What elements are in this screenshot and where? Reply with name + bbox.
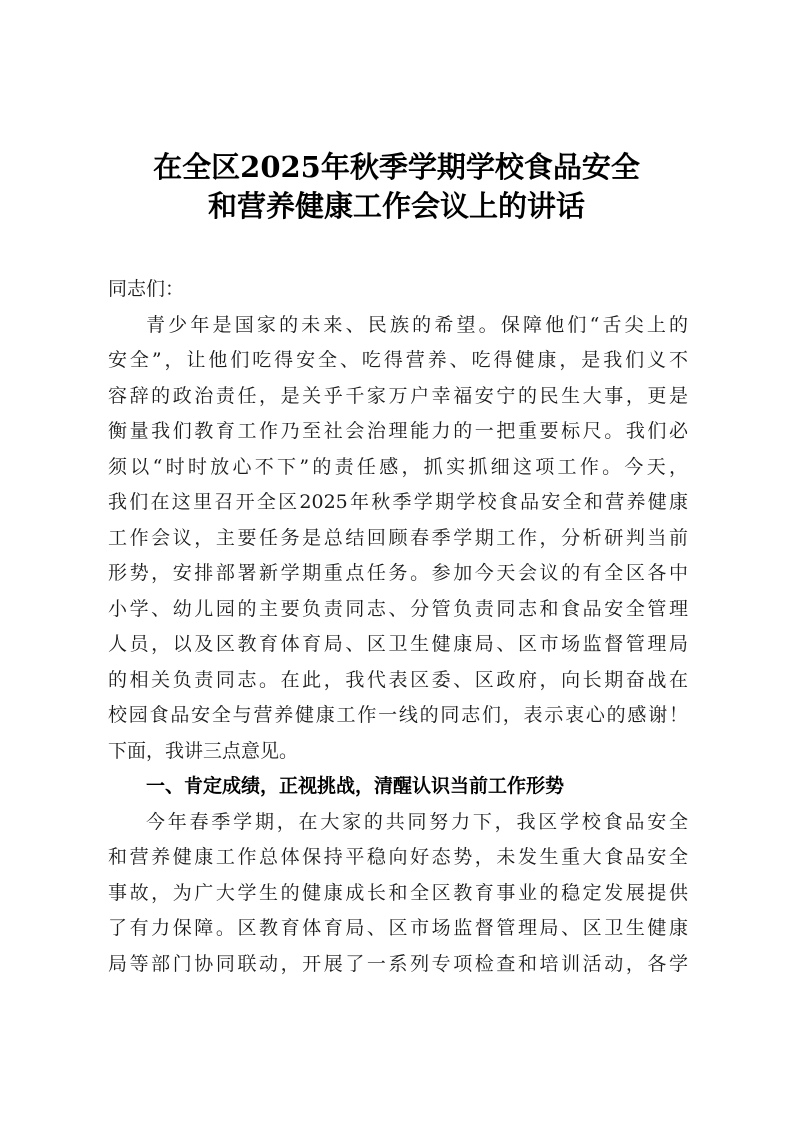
paragraph-line: 和营养健康工作总体保持平稳向好态势，未发生重大食品安全	[108, 846, 688, 868]
paragraph-line: 局等部门协同联动，开展了一系列专项检查和培训活动，各学	[108, 952, 688, 975]
document-title	[100, 148, 693, 226]
paragraph-line: 校园食品安全与营养健康工作一线的同志们，表示衷心的感谢！	[108, 704, 688, 726]
paragraph-line: 形势，安排部署新学期重点任务。参加今天会议的有全区各中	[108, 562, 688, 584]
paragraph-line: 事故，为广大学生的健康成长和全区教育事业的稳定发展提供	[108, 881, 688, 904]
paragraph-line: 安全”，让他们吃得安全、吃得营养、吃得健康，是我们义不	[108, 349, 688, 371]
paragraph-line: 我们在这里召开全区2025年秋季学期学校食品安全和营养健康	[108, 491, 688, 513]
title-line-1: 在全区2025年秋季学期学校食品安全	[153, 150, 640, 184]
paragraph-section-1	[108, 805, 688, 983]
paragraph-intro	[108, 308, 688, 770]
section-heading-1: 一、肯定成绩，正视挑战，清醒认识当前工作形势	[146, 775, 565, 797]
salutation: 同志们：	[108, 278, 185, 300]
title-line-2: 和营养健康工作会议上的讲话	[207, 189, 585, 223]
paragraph-line: 须以“时时放心不下”的责任感，抓实抓细这项工作。今天，	[108, 455, 688, 478]
paragraph-line: 衡量我们教育工作乃至社会治理能力的一把重要标尺。我们必	[108, 420, 688, 442]
paragraph-line: 青少年是国家的未来、民族的希望。保障他们“舌尖上的	[146, 313, 688, 336]
paragraph-line: 的相关负责同志。在此，我代表区委、区政府，向长期奋战在	[108, 668, 688, 691]
paragraph-line: 今年春季学期，在大家的共同努力下，我区学校食品安全	[146, 810, 688, 833]
document-body	[108, 272, 688, 982]
paragraph-line: 下面，我讲三点意见。	[108, 739, 299, 762]
paragraph-line: 了有力保障。区教育体育局、区市场监督管理局、区卫生健康	[108, 917, 688, 939]
paragraph-line: 工作会议，主要任务是总结回顾春季学期工作，分析研判当前	[108, 526, 688, 549]
paragraph-line: 小学、幼儿园的主要负责同志、分管负责同志和食品安全管理	[108, 597, 688, 620]
paragraph-line: 容辞的政治责任，是关乎千家万户幸福安宁的民生大事，更是	[108, 384, 688, 407]
paragraph-line: 人员，以及区教育体育局、区卫生健康局、区市场监督管理局	[108, 633, 688, 655]
